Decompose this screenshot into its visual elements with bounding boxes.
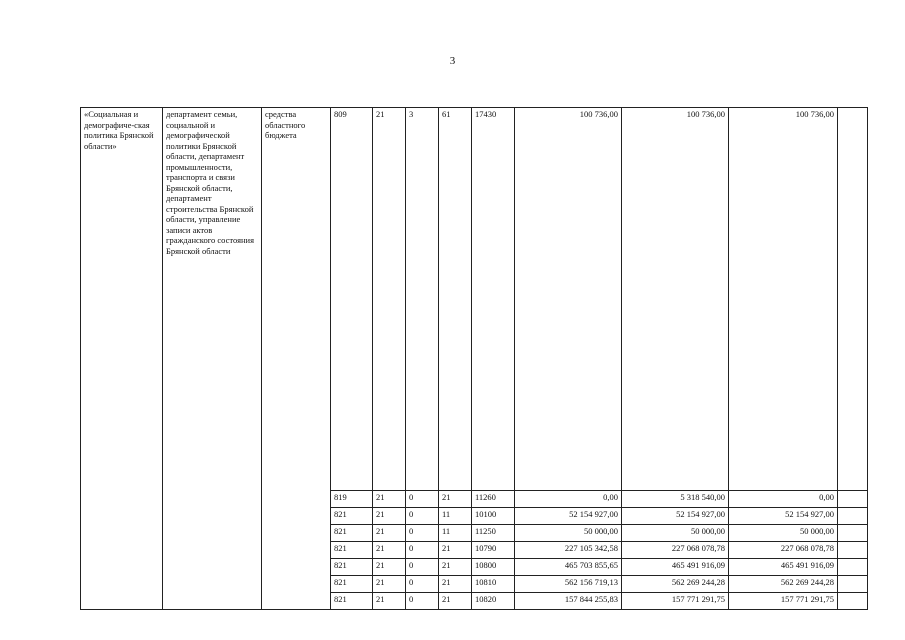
cell-v3: 465 491 916,09 bbox=[729, 559, 838, 576]
cell-c1: 821 bbox=[331, 508, 373, 525]
program-source-cell: средства областного бюджета bbox=[262, 108, 331, 610]
blank-cell bbox=[838, 108, 868, 491]
cell-c3: 0 bbox=[406, 508, 439, 525]
cell-c5: 11260 bbox=[472, 491, 515, 508]
cell-v1: 562 156 719,13 bbox=[515, 576, 622, 593]
cell-v2: 562 269 244,28 bbox=[622, 576, 729, 593]
cell-c2: 21 bbox=[373, 593, 406, 610]
cell-c1: 821 bbox=[331, 576, 373, 593]
cell-c3: 0 bbox=[406, 542, 439, 559]
blank-cell bbox=[838, 576, 868, 593]
cell-c2: 21 bbox=[373, 508, 406, 525]
cell-c5: 10800 bbox=[472, 559, 515, 576]
cell-c4: 21 bbox=[439, 593, 472, 610]
program-name-cell: «Социальная и демографиче-ская политика Брянской области» bbox=[81, 108, 163, 610]
cell-c3: 3 bbox=[406, 108, 439, 491]
budget-table bbox=[80, 107, 868, 610]
cell-v2: 50 000,00 bbox=[622, 525, 729, 542]
cell-v1: 465 703 855,65 bbox=[515, 559, 622, 576]
cell-v3: 562 269 244,28 bbox=[729, 576, 838, 593]
cell-v2: 5 318 540,00 bbox=[622, 491, 729, 508]
cell-v3: 52 154 927,00 bbox=[729, 508, 838, 525]
cell-c5: 10820 bbox=[472, 593, 515, 610]
cell-v1: 100 736,00 bbox=[515, 108, 622, 491]
cell-v1: 157 844 255,83 bbox=[515, 593, 622, 610]
cell-c4: 21 bbox=[439, 576, 472, 593]
blank-cell bbox=[838, 542, 868, 559]
cell-v1: 52 154 927,00 bbox=[515, 508, 622, 525]
cell-v2: 52 154 927,00 bbox=[622, 508, 729, 525]
page-number: 3 bbox=[449, 55, 456, 67]
cell-c1: 821 bbox=[331, 542, 373, 559]
cell-c2: 21 bbox=[373, 525, 406, 542]
cell-c5: 10100 bbox=[472, 508, 515, 525]
cell-c1: 821 bbox=[331, 559, 373, 576]
cell-c4: 11 bbox=[439, 525, 472, 542]
cell-c2: 21 bbox=[373, 542, 406, 559]
table-row bbox=[81, 108, 868, 491]
cell-c2: 21 bbox=[373, 576, 406, 593]
cell-v3: 100 736,00 bbox=[729, 108, 838, 491]
cell-c4: 21 bbox=[439, 491, 472, 508]
cell-v1: 0,00 bbox=[515, 491, 622, 508]
cell-c3: 0 bbox=[406, 576, 439, 593]
cell-c5: 10810 bbox=[472, 576, 515, 593]
blank-cell bbox=[838, 593, 868, 610]
cell-c3: 0 bbox=[406, 525, 439, 542]
cell-v2: 157 771 291,75 bbox=[622, 593, 729, 610]
cell-v2: 227 068 078,78 bbox=[622, 542, 729, 559]
cell-c3: 0 bbox=[406, 593, 439, 610]
cell-v2: 465 491 916,09 bbox=[622, 559, 729, 576]
cell-c3: 0 bbox=[406, 491, 439, 508]
program-executor-cell: департамент семьи, социальной и демографической политики Брянской области, департамент промышленности, транспорта и связи Брянской области, департамент строительства Брянской области, управление записи актов гражданского состояния Брянской области bbox=[163, 108, 262, 610]
cell-c2: 21 bbox=[373, 559, 406, 576]
cell-v3: 157 771 291,75 bbox=[729, 593, 838, 610]
cell-c1: 819 bbox=[331, 491, 373, 508]
cell-c5: 17430 bbox=[472, 108, 515, 491]
cell-c4: 21 bbox=[439, 542, 472, 559]
cell-c3: 0 bbox=[406, 559, 439, 576]
cell-c4: 61 bbox=[439, 108, 472, 491]
cell-c1: 809 bbox=[331, 108, 373, 491]
cell-v3: 227 068 078,78 bbox=[729, 542, 838, 559]
cell-v3: 0,00 bbox=[729, 491, 838, 508]
cell-c2: 21 bbox=[373, 491, 406, 508]
cell-c5: 11250 bbox=[472, 525, 515, 542]
cell-c2: 21 bbox=[373, 108, 406, 491]
cell-v1: 50 000,00 bbox=[515, 525, 622, 542]
cell-c4: 21 bbox=[439, 559, 472, 576]
cell-v1: 227 105 342,58 bbox=[515, 542, 622, 559]
blank-cell bbox=[838, 491, 868, 508]
cell-c1: 821 bbox=[331, 593, 373, 610]
blank-cell bbox=[838, 525, 868, 542]
cell-v3: 50 000,00 bbox=[729, 525, 838, 542]
cell-c4: 11 bbox=[439, 508, 472, 525]
blank-cell bbox=[838, 559, 868, 576]
blank-cell bbox=[838, 508, 868, 525]
cell-c5: 10790 bbox=[472, 542, 515, 559]
cell-c1: 821 bbox=[331, 525, 373, 542]
cell-v2: 100 736,00 bbox=[622, 108, 729, 491]
